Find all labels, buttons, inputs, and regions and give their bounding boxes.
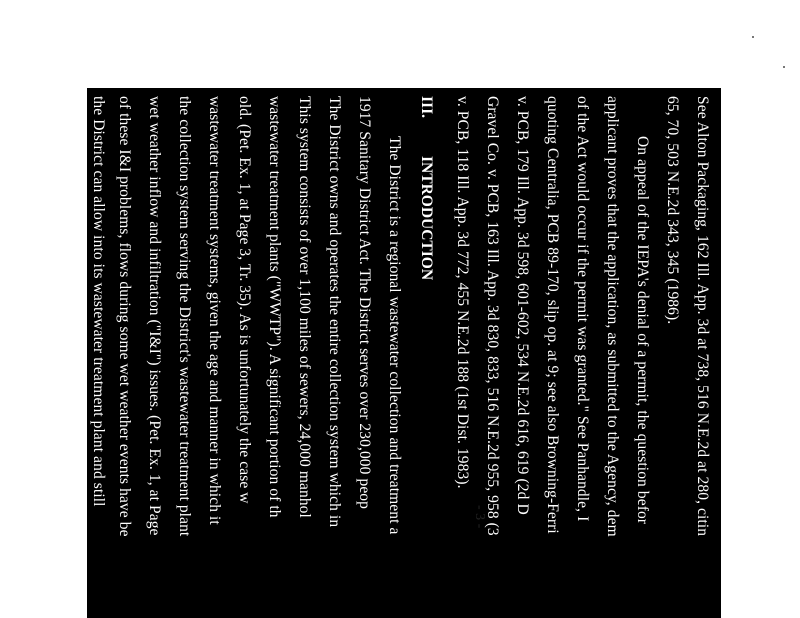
text-line: applicant proves that the application, as submitted to the Agency, dem	[604, 96, 621, 537]
text-line: the collection system serving the District's wastewater treatment plant	[176, 96, 193, 537]
section-title: INTRODUCTION	[418, 156, 435, 281]
text-line: On appeal of the IEPA's denial of a permit, the question befor	[634, 136, 651, 525]
text-line: wastewater treatment plants ("WWTP"). A significant portion of th	[266, 96, 283, 518]
text-line: 65, 70, 503 N.E.2d 343, 345 (1986).	[664, 96, 681, 325]
scan-speck	[752, 36, 754, 38]
text-line: v. PCB, 179 Ill. App. 3d 598, 601-602, 534 N.E.2d 616, 619 (2d D	[514, 96, 531, 515]
text-line: wet weather inflow and infiltration ("I&I") issues. (Pet. Ex. 1, at Page	[146, 96, 163, 536]
text-line: the District can allow into its wastewater treatment plant and still	[90, 96, 107, 507]
rotated-text-block	[87, 88, 721, 618]
text-line: 1917 Sanitary District Act. The District serves over 230,000 peop	[356, 96, 373, 510]
text-line: The District is a regional wastewater collection and treatment a	[386, 136, 403, 535]
text-line: of the Act would occur if the permit was granted." See Panhandle, I	[574, 96, 591, 522]
text-line: The District owns and operates the entire collection system which in	[326, 96, 343, 528]
scan-speck	[783, 66, 785, 68]
document-page	[87, 88, 721, 618]
text-line: Gravel Co. v. PCB, 163 Ill. App. 3d 830, 833, 516 N.E.2d 955, 958 (3	[484, 96, 501, 536]
text-line: quoting Centralia, PCB 89-170, slip op. at 9; see also Browning-Ferri	[544, 96, 561, 534]
text-line: wastewater treatment systems, given the age and manner in which it	[206, 96, 223, 525]
text-line: old. (Pet. Ex. 1, at Page 3, Tr. 35). As is unfortunately the case w	[236, 96, 253, 504]
page-number: - 3 -	[472, 505, 487, 529]
text-line: See Alton Packaging, 162 Ill. App. 3d at 738, 516 N.E.2d at 280, citin	[694, 96, 711, 537]
text-line: v. PCB, 118 Ill. App. 3d 772, 455 N.E.2d 188 (1st Dist. 1983).	[454, 96, 471, 489]
text-line: This system consists of over 1,100 miles of sewers, 24,000 manhol	[296, 96, 313, 518]
section-number: III.	[418, 96, 435, 118]
text-line: of these I&I problems, flows during some wet weather events have be	[116, 96, 133, 537]
section-heading	[417, 96, 435, 280]
